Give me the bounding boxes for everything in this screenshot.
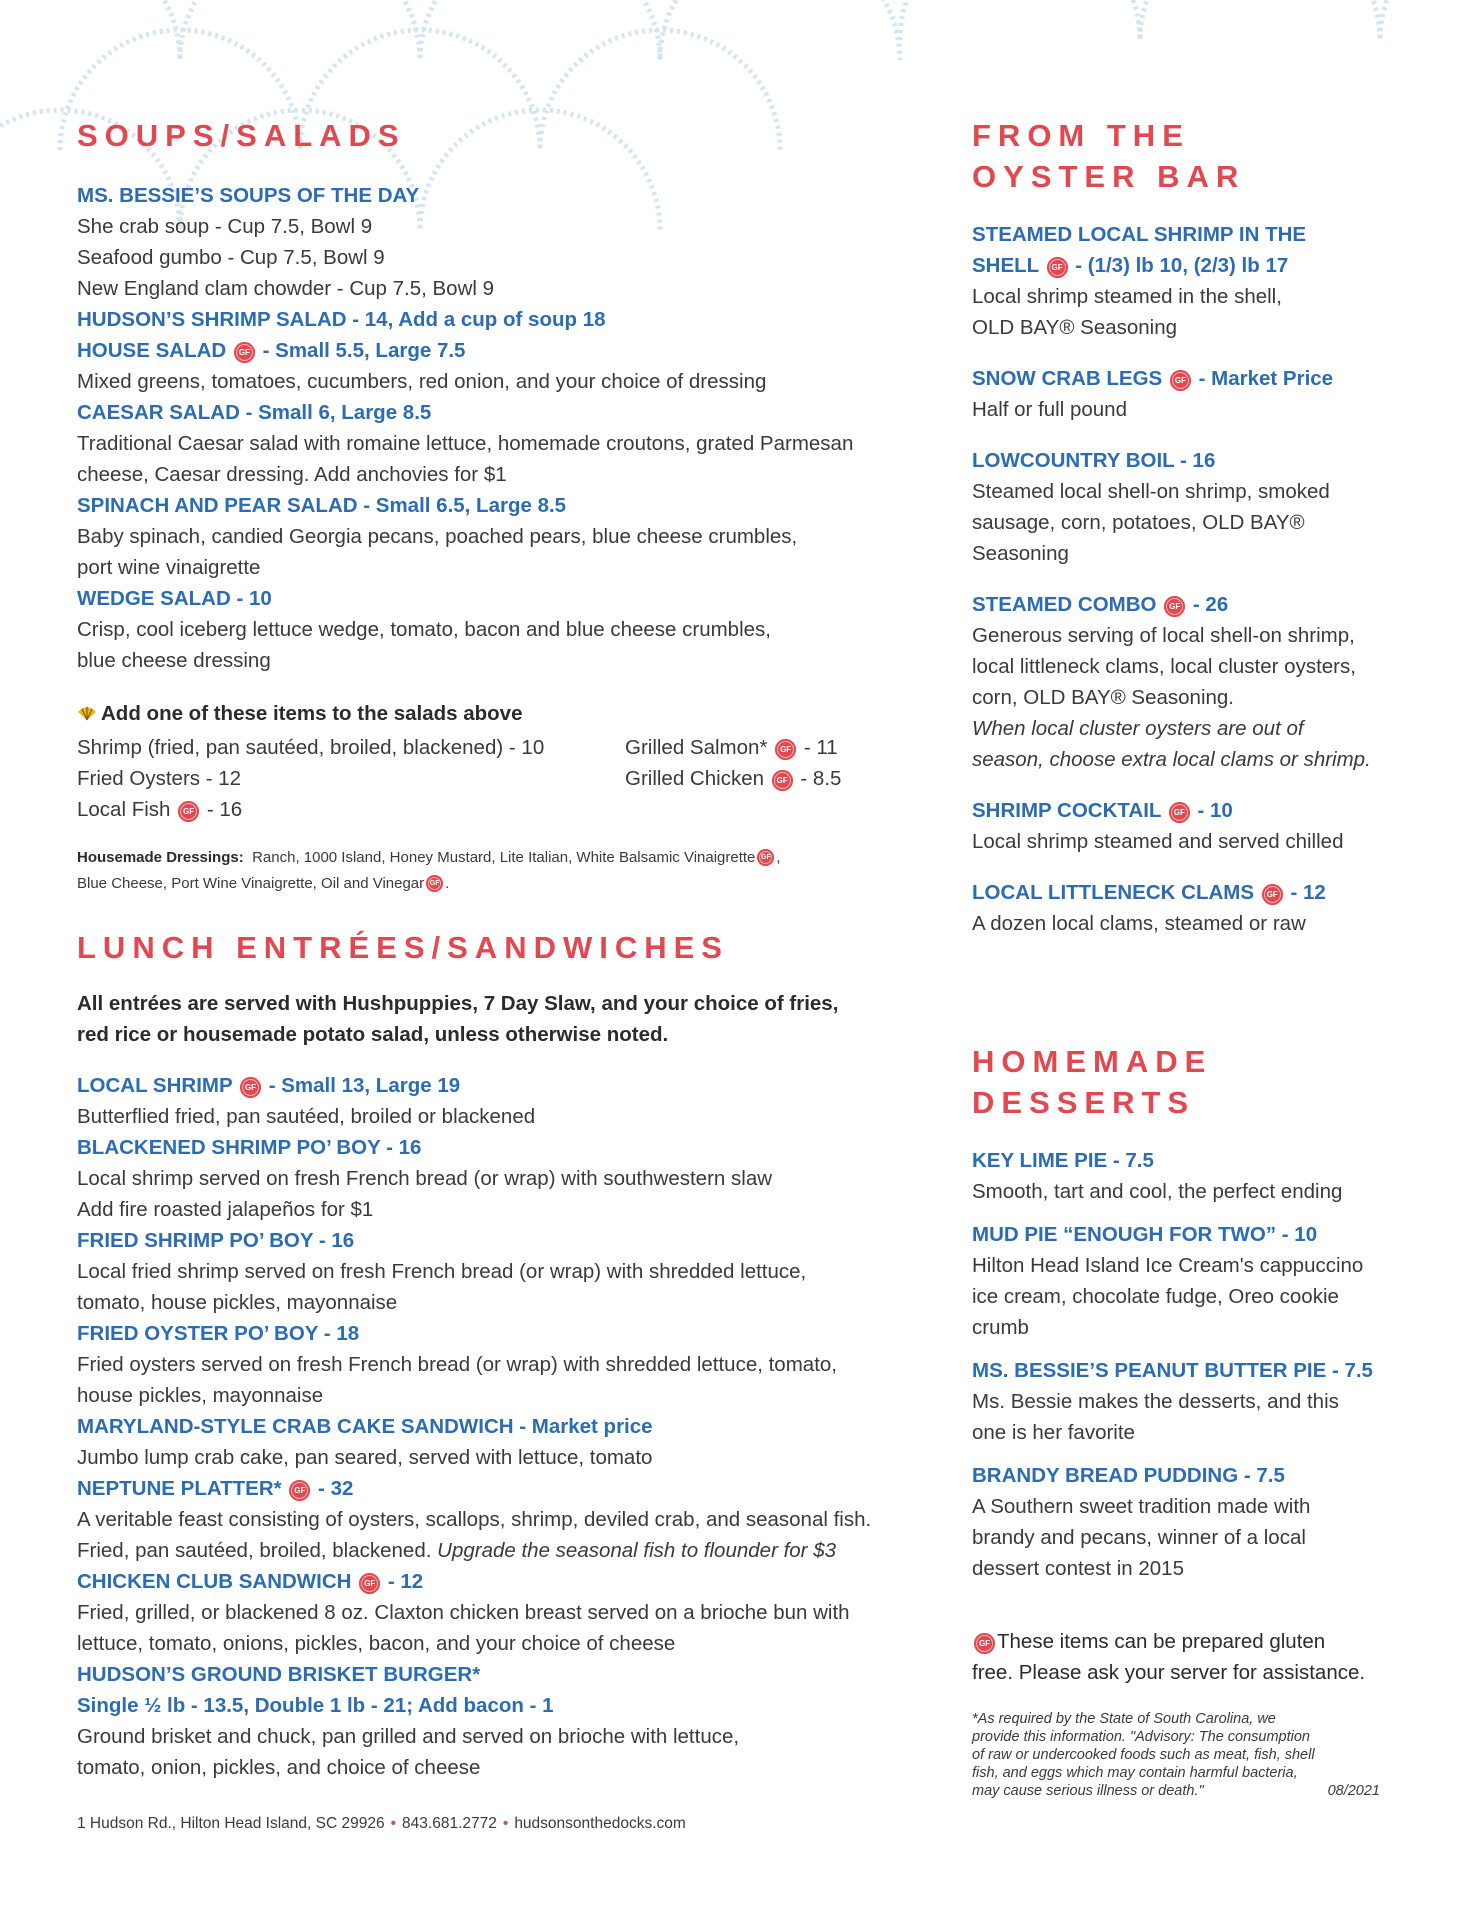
item-title bbox=[77, 1659, 907, 1690]
addon-name: Grilled Salmon* bbox=[625, 736, 768, 759]
menu-item bbox=[77, 397, 907, 490]
gf-icon: GF bbox=[1169, 802, 1190, 823]
menu-item bbox=[972, 1460, 1402, 1584]
menu-item bbox=[972, 877, 1402, 939]
soups-salads-heading: SOUPS/SALADS bbox=[77, 118, 406, 153]
oyster-bar-heading-line-1: FROM THE bbox=[972, 118, 1190, 153]
footer-phone[interactable]: 843.681.2772 bbox=[402, 1815, 497, 1832]
item-title bbox=[77, 1411, 907, 1442]
advisory-line: fish, and eggs which may contain harmful bacteria, bbox=[972, 1765, 1298, 1781]
item-title bbox=[972, 795, 1402, 826]
advisory-line: of raw or undercooked foods such as meat, fish, shell bbox=[972, 1747, 1315, 1763]
housemade-dressings: Housemade Dressings: Ranch, 1000 Island, Honey Mustard, Lite Italian, White Balsamic Vinaigrette GF , Blue Cheese, Port Wine Vinaigrette, Oil and Vinegar GF . bbox=[77, 849, 781, 892]
menu-item bbox=[972, 589, 1402, 775]
menu-item bbox=[77, 1070, 907, 1132]
soups-salads-list bbox=[77, 180, 907, 676]
gf-icon: GF bbox=[757, 849, 774, 866]
item-title bbox=[77, 335, 907, 366]
item-description: Fried oysters served on fresh French bread (or wrap) with shredded lettuce, tomato, bbox=[77, 1353, 837, 1376]
gf-icon: GF bbox=[359, 1573, 380, 1594]
served-line-2: red rice or housemade potato salad, unless otherwise noted. bbox=[77, 1023, 669, 1046]
gf-icon: GF bbox=[234, 342, 255, 363]
item-description: port wine vinaigrette bbox=[77, 556, 261, 579]
menu-item bbox=[77, 1659, 907, 1690]
item-title bbox=[77, 1225, 907, 1256]
menu-item bbox=[77, 1225, 907, 1318]
item-description: corn, OLD BAY® Seasoning. bbox=[972, 686, 1234, 709]
item-description: blue cheese dressing bbox=[77, 649, 271, 672]
addon-name: Fried Oysters bbox=[77, 767, 201, 790]
item-description: Local shrimp steamed and served chilled bbox=[972, 830, 1344, 853]
item-description: Traditional Caesar salad with romaine lettuce, homemade croutons, grated Parmesan bbox=[77, 432, 854, 455]
item-title bbox=[972, 250, 1402, 281]
item-description: A veritable feast consisting of oysters, scallops, shrimp, deviled crab, and seasonal fish. bbox=[77, 1508, 872, 1531]
item-name: Single ½ lb - 13.5, Double 1 lb - 21; Add bacon - 1 bbox=[77, 1694, 554, 1717]
menu-item bbox=[972, 795, 1402, 857]
item-name: BLACKENED SHRIMP PO’ BOY - 16 bbox=[77, 1136, 422, 1159]
lunch-list bbox=[77, 1070, 907, 1783]
item-name: CHICKEN CLUB SANDWICH bbox=[77, 1570, 352, 1593]
item-name: MUD PIE “ENOUGH FOR TWO” - 10 bbox=[972, 1223, 1318, 1246]
addon-name: Grilled Chicken bbox=[625, 767, 764, 790]
item-description-text: Fried, pan sautéed, broiled, blackened. bbox=[77, 1539, 432, 1562]
item-title bbox=[77, 304, 907, 335]
item-name: STEAMED COMBO bbox=[972, 593, 1157, 616]
item-price: - 26 bbox=[1192, 593, 1229, 616]
item-description: Local shrimp served on fresh French bread (or wrap) with southwestern slaw bbox=[77, 1167, 773, 1190]
gf-icon: GF bbox=[240, 1077, 261, 1098]
item-title bbox=[972, 1355, 1402, 1386]
addon-list-right bbox=[625, 732, 841, 825]
item-name: CAESAR SALAD - Small 6, Large 8.5 bbox=[77, 401, 432, 424]
item-description: Seafood gumbo - Cup 7.5, Bowl 9 bbox=[77, 246, 385, 269]
item-description bbox=[77, 1535, 907, 1566]
desserts-heading-line-1: HOMEMADE bbox=[972, 1044, 1213, 1079]
addon-heading bbox=[77, 698, 907, 729]
item-name: NEPTUNE PLATTER* bbox=[77, 1477, 282, 1500]
item-description: Add fire roasted jalapeños for $1 bbox=[77, 1198, 374, 1221]
bullet-separator: • bbox=[390, 1815, 397, 1832]
item-title bbox=[77, 397, 907, 428]
item-title bbox=[972, 1219, 1402, 1250]
item-name: FRIED OYSTER PO’ BOY - 18 bbox=[77, 1322, 360, 1345]
item-name: MARYLAND-STYLE CRAB CAKE SANDWICH - Market price bbox=[77, 1415, 653, 1438]
addon-price: - 10 bbox=[508, 736, 545, 759]
item-description: Smooth, tart and cool, the perfect ending bbox=[972, 1180, 1343, 1203]
item-price: - 32 bbox=[318, 1477, 354, 1500]
health-advisory bbox=[972, 1710, 1402, 1800]
menu-item bbox=[77, 1132, 907, 1225]
item-price: - Small 5.5, Large 7.5 bbox=[262, 339, 466, 362]
item-title bbox=[972, 445, 1402, 476]
item-name: WEDGE SALAD - 10 bbox=[77, 587, 272, 610]
item-description: ice cream, chocolate fudge, Oreo cookie bbox=[972, 1285, 1339, 1308]
item-description: sausage, corn, potatoes, OLD BAY® bbox=[972, 511, 1305, 534]
item-name: HUDSON’S SHRIMP SALAD - 14, Add a cup of soup 18 bbox=[77, 308, 606, 331]
item-price: - Market Price bbox=[1198, 367, 1334, 390]
menu-item bbox=[77, 583, 907, 676]
item-description: Steamed local shell-on shrimp, smoked bbox=[972, 480, 1330, 503]
gf-note-line-1: These items can be prepared gluten bbox=[997, 1630, 1326, 1653]
item-title bbox=[77, 1690, 907, 1721]
item-title bbox=[972, 877, 1402, 908]
item-title bbox=[77, 180, 907, 211]
item-description: brandy and pecans, winner of a local bbox=[972, 1526, 1306, 1549]
item-name: FRIED SHRIMP PO’ BOY - 16 bbox=[77, 1229, 355, 1252]
item-name: SPINACH AND PEAR SALAD - Small 6.5, Large 8.5 bbox=[77, 494, 567, 517]
lunch-heading: LUNCH ENTRÉES/SANDWICHES bbox=[77, 930, 729, 965]
gf-icon: GF bbox=[1164, 596, 1185, 617]
menu-item bbox=[972, 363, 1402, 425]
addon-list-left bbox=[77, 732, 625, 825]
item-note: When local cluster oysters are out of bbox=[972, 717, 1304, 740]
item-title bbox=[972, 363, 1402, 394]
menu-item bbox=[77, 1473, 907, 1566]
item-description: tomato, onion, pickles, and choice of cheese bbox=[77, 1756, 481, 1779]
item-description: crumb bbox=[972, 1316, 1029, 1339]
item-description: tomato, house pickles, mayonnaise bbox=[77, 1291, 398, 1314]
gf-note-line-2: free. Please ask your server for assistance. bbox=[972, 1661, 1366, 1684]
menu-date: 08/2021 bbox=[1327, 1783, 1380, 1799]
menu-item bbox=[77, 1690, 907, 1783]
item-name: MS. BESSIE’S PEANUT BUTTER PIE - 7.5 bbox=[972, 1359, 1373, 1382]
advisory-line: may cause serious illness or death." bbox=[972, 1783, 1204, 1799]
item-description: New England clam chowder - Cup 7.5, Bowl 9 bbox=[77, 277, 495, 300]
item-description: Baby spinach, candied Georgia pecans, poached pears, blue cheese crumbles, bbox=[77, 525, 798, 548]
gf-icon: GF bbox=[289, 1480, 310, 1501]
item-description: A Southern sweet tradition made with bbox=[972, 1495, 1311, 1518]
item-name: BRANDY BREAD PUDDING - 7.5 bbox=[972, 1464, 1285, 1487]
advisory-line: *As required by the State of South Carolina, we bbox=[972, 1711, 1276, 1727]
item-description: Hilton Head Island Ice Cream's cappuccino bbox=[972, 1254, 1364, 1277]
addon-item bbox=[77, 763, 625, 794]
menu-item bbox=[972, 1145, 1402, 1207]
item-description: Fried, grilled, or blackened 8 oz. Claxton chicken breast served on a brioche bun with bbox=[77, 1601, 850, 1624]
dressings-label: Housemade Dressings: bbox=[77, 849, 244, 866]
item-title bbox=[77, 1132, 907, 1163]
gf-icon: GF bbox=[178, 801, 199, 822]
right-column bbox=[972, 115, 1402, 1800]
gf-icon: GF bbox=[426, 875, 443, 892]
menu-item bbox=[77, 490, 907, 583]
oyster-bar-heading-line-2: OYSTER BAR bbox=[972, 159, 1246, 194]
item-title bbox=[972, 1460, 1402, 1491]
oyster-bar-heading bbox=[972, 115, 1402, 197]
item-description: Generous serving of local shell-on shrimp, bbox=[972, 624, 1355, 647]
item-price: - (1/3) lb 10, (2/3) lb 17 bbox=[1075, 254, 1289, 277]
item-title bbox=[77, 1473, 907, 1504]
desserts-list bbox=[972, 1145, 1402, 1584]
item-price: - 12 bbox=[1290, 881, 1326, 904]
addon-price: - 16 bbox=[206, 798, 243, 821]
item-title bbox=[77, 490, 907, 521]
menu-item bbox=[77, 1318, 907, 1411]
dressings-line-2: Blue Cheese, Port Wine Vinaigrette, Oil and Vinegar bbox=[77, 875, 425, 892]
item-title bbox=[77, 583, 907, 614]
item-description: one is her favorite bbox=[972, 1421, 1135, 1444]
item-price: - 10 bbox=[1197, 799, 1233, 822]
addon-heading-text: Add one of these items to the salads above bbox=[101, 702, 523, 725]
bullet-separator: • bbox=[502, 1815, 509, 1832]
item-name: HUDSON’S GROUND BRISKET BURGER* bbox=[77, 1663, 481, 1686]
item-description: lettuce, tomato, onions, pickles, bacon, and your choice of cheese bbox=[77, 1632, 676, 1655]
item-description: cheese, Caesar dressing. Add anchovies for $1 bbox=[77, 463, 507, 486]
desserts-heading bbox=[972, 1041, 1402, 1123]
item-description: Local shrimp steamed in the shell, bbox=[972, 285, 1282, 308]
gluten-free-note bbox=[972, 1626, 1402, 1688]
item-name: SNOW CRAB LEGS bbox=[972, 367, 1163, 390]
addon-item bbox=[77, 732, 625, 763]
footer-address: 1 Hudson Rd., Hilton Head Island, SC 29926 bbox=[77, 1815, 385, 1832]
item-name: SHELL bbox=[972, 254, 1039, 277]
gf-icon: GF bbox=[772, 770, 793, 791]
item-description: Ms. Bessie makes the desserts, and this bbox=[972, 1390, 1339, 1413]
menu-item bbox=[972, 1355, 1402, 1448]
item-title bbox=[77, 1070, 907, 1101]
item-description: local littleneck clams, local cluster oysters, bbox=[972, 655, 1356, 678]
item-description: Crisp, cool iceberg lettuce wedge, tomato, bacon and blue cheese crumbles, bbox=[77, 618, 771, 641]
item-upgrade-note: Upgrade the seasonal fish to flounder for $3 bbox=[437, 1539, 837, 1562]
dressings-line-1: Ranch, 1000 Island, Honey Mustard, Lite Italian, White Balsamic Vinaigrette bbox=[252, 849, 756, 866]
item-description: Seasoning bbox=[972, 542, 1069, 565]
item-description: Half or full pound bbox=[972, 398, 1127, 421]
menu-item bbox=[972, 445, 1402, 569]
item-title bbox=[77, 1566, 907, 1597]
item-name: HOUSE SALAD bbox=[77, 339, 227, 362]
menu-item bbox=[77, 1566, 907, 1659]
item-price: - 12 bbox=[387, 1570, 424, 1593]
left-column bbox=[77, 115, 907, 1783]
item-title-line-1: STEAMED LOCAL SHRIMP IN THE bbox=[972, 223, 1307, 246]
menu-item bbox=[77, 180, 907, 304]
addon-price: - 11 bbox=[803, 736, 838, 759]
gf-icon: GF bbox=[775, 739, 796, 760]
item-name: KEY LIME PIE - 7.5 bbox=[972, 1149, 1154, 1172]
served-with-note bbox=[77, 988, 907, 1050]
item-description: A dozen local clams, steamed or raw bbox=[972, 912, 1306, 935]
menu-item bbox=[77, 335, 907, 397]
oyster-bar-list bbox=[972, 219, 1402, 939]
addon-price: - 12 bbox=[205, 767, 242, 790]
served-line-1: All entrées are served with Hushpuppies, 7 Day Slaw, and your choice of fries, bbox=[77, 992, 839, 1015]
menu-item bbox=[972, 219, 1402, 343]
addon-name: Local Fish bbox=[77, 798, 171, 821]
item-description: dessert contest in 2015 bbox=[972, 1557, 1184, 1580]
menu-item bbox=[972, 1219, 1402, 1343]
item-description: Butterflied fried, pan sautéed, broiled or blackened bbox=[77, 1105, 536, 1128]
addon-item bbox=[77, 794, 625, 825]
item-note: season, choose extra local clams or shrimp. bbox=[972, 748, 1371, 771]
addon-item bbox=[625, 732, 841, 763]
item-name: LOCAL SHRIMP bbox=[77, 1074, 233, 1097]
item-name: LOCAL LITTLENECK CLAMS bbox=[972, 881, 1255, 904]
addon-name: Shrimp (fried, pan sautéed, broiled, blackened) bbox=[77, 736, 504, 759]
footer bbox=[77, 1815, 686, 1833]
item-price: - Small 13, Large 19 bbox=[268, 1074, 461, 1097]
menu-item bbox=[77, 1411, 907, 1473]
item-description: OLD BAY® Seasoning bbox=[972, 316, 1178, 339]
item-title bbox=[972, 589, 1402, 620]
item-description: She crab soup - Cup 7.5, Bowl 9 bbox=[77, 215, 373, 238]
item-description: house pickles, mayonnaise bbox=[77, 1384, 324, 1407]
item-description: Mixed greens, tomatoes, cucumbers, red onion, and your choice of dressing bbox=[77, 370, 767, 393]
advisory-line: provide this information. "Advisory: The consumption bbox=[972, 1729, 1310, 1745]
gf-icon: GF bbox=[1170, 370, 1191, 391]
footer-website[interactable]: hudsonsonthedocks.com bbox=[514, 1815, 686, 1832]
addon-items bbox=[77, 732, 907, 825]
desserts-heading-line-2: DESSERTS bbox=[972, 1085, 1196, 1120]
item-description: Jumbo lump crab cake, pan seared, served with lettuce, tomato bbox=[77, 1446, 653, 1469]
item-description: Local fried shrimp served on fresh French bread (or wrap) with shredded lettuce, bbox=[77, 1260, 807, 1283]
gf-icon: GF bbox=[1262, 884, 1283, 905]
item-title bbox=[972, 1145, 1402, 1176]
gf-icon: GF bbox=[974, 1633, 995, 1654]
item-name: LOWCOUNTRY BOIL - 16 bbox=[972, 449, 1216, 472]
item-name: SHRIMP COCKTAIL bbox=[972, 799, 1162, 822]
item-name: MS. BESSIE’S SOUPS OF THE DAY bbox=[77, 184, 420, 207]
menu-item bbox=[77, 304, 907, 335]
addon-price: - 8.5 bbox=[800, 767, 842, 790]
shell-icon bbox=[77, 705, 97, 721]
addon-item bbox=[625, 763, 841, 794]
gf-icon: GF bbox=[1047, 257, 1068, 278]
item-description: Ground brisket and chuck, pan grilled and served on brioche with lettuce, bbox=[77, 1725, 740, 1748]
item-title bbox=[77, 1318, 907, 1349]
